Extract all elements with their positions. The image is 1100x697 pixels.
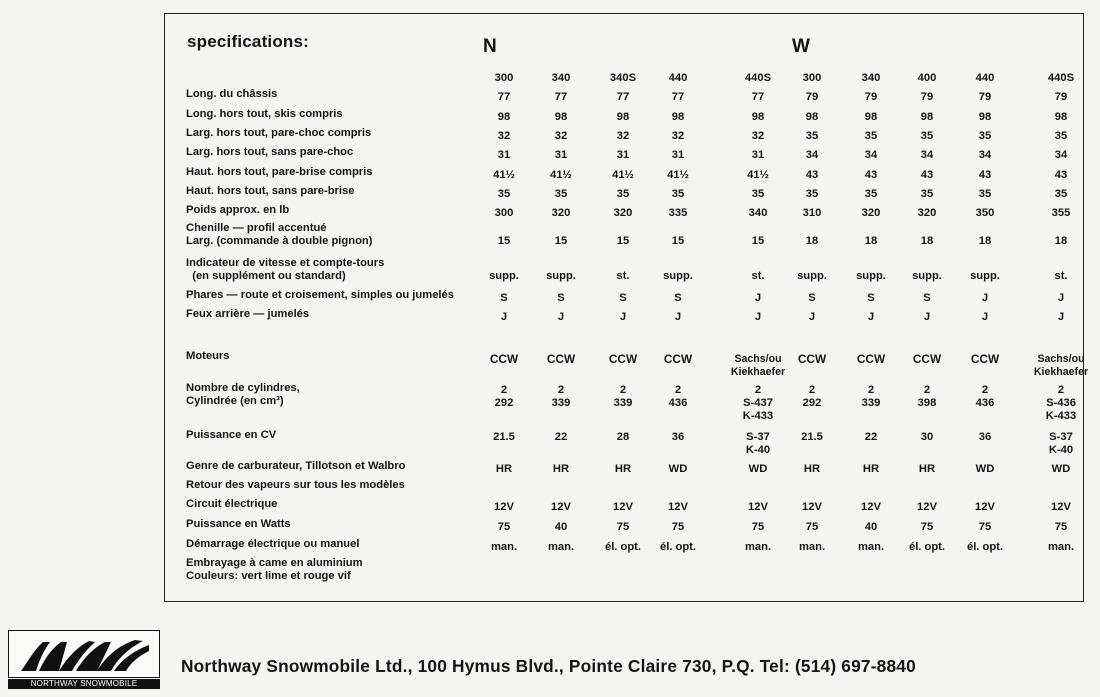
spec-value: 310 [802, 207, 822, 219]
spec-row-label: Long. du châssis [186, 88, 278, 100]
spec-value: 75 [920, 521, 934, 533]
spec-value: 35 [554, 188, 568, 200]
spec-value: 12V [861, 501, 881, 513]
spec-value: 77 [554, 91, 568, 103]
spec-value: 18 [978, 235, 992, 247]
spec-value: J [754, 311, 762, 323]
spec-value: 31 [554, 149, 568, 161]
spec-row-label: Nombre de cylindres, Cylindrée (en cm³) [186, 382, 300, 407]
spec-value: supp. [797, 270, 827, 282]
spec-value: 2 339 [551, 384, 571, 409]
spec-value: 41½ [493, 169, 515, 181]
spec-row-label: Genre de carburateur, Tillotson et Walbro [186, 460, 406, 472]
spec-value: J [867, 311, 875, 323]
spec-value: 355 [1051, 207, 1071, 219]
spec-value: 35 [978, 188, 992, 200]
spec-value: 320 [917, 207, 937, 219]
spec-value: st. [1054, 270, 1068, 282]
spec-value: 12V [748, 501, 768, 513]
spec-value: WD [975, 463, 995, 475]
spec-value: 98 [978, 111, 992, 123]
model-header: 440S [1047, 72, 1075, 84]
spec-value: CCW [912, 352, 942, 366]
spec-row-label: Circuit électrique [186, 498, 278, 510]
spec-value: 12V [551, 501, 571, 513]
group-n-label: N [483, 36, 497, 57]
spec-value: supp. [489, 270, 519, 282]
spec-value: 79 [1054, 91, 1068, 103]
spec-value: S [867, 292, 875, 304]
spec-value: CCW [608, 352, 638, 366]
spec-value: 12V [494, 501, 514, 513]
spec-value: 41½ [667, 169, 689, 181]
spec-value: WD [748, 463, 768, 475]
spec-row-label: Larg. hors tout, sans pare-choc [186, 146, 354, 158]
spec-value: 320 [551, 207, 571, 219]
spec-value: 31 [751, 149, 765, 161]
spec-value: 98 [1054, 111, 1068, 123]
spec-value: 75 [751, 521, 765, 533]
spec-value: 35 [920, 130, 934, 142]
spec-value: 35 [1054, 130, 1068, 142]
spec-value: man. [547, 541, 575, 553]
spec-row-label: Moteurs [186, 350, 230, 362]
spec-value: 43 [920, 169, 934, 181]
spec-value: HR [803, 463, 821, 475]
spec-value: 32 [751, 130, 765, 142]
spec-value: 21.5 [801, 431, 823, 443]
spec-value: S [500, 292, 508, 304]
spec-value: 75 [1054, 521, 1068, 533]
spec-value: 32 [497, 130, 511, 142]
spec-value: 12V [917, 501, 937, 513]
spec-value: 15 [554, 235, 568, 247]
spec-value: 35 [978, 130, 992, 142]
spec-value: él. opt. [604, 541, 642, 553]
spec-value: 2 S-436 K-433 [1045, 384, 1077, 422]
specifications-title: specifications: [187, 32, 310, 51]
spec-value: 35 [1054, 188, 1068, 200]
spec-value: 2 292 [494, 384, 514, 409]
spec-value: 320 [861, 207, 881, 219]
logo-wordmark: NORTHWAY SNOWMOBILE [8, 679, 160, 689]
spec-value: 35 [864, 188, 878, 200]
spec-value: 15 [671, 235, 685, 247]
spec-value: 335 [668, 207, 688, 219]
spec-value: 35 [616, 188, 630, 200]
spec-value: 31 [616, 149, 630, 161]
spec-value: 40 [864, 521, 878, 533]
spec-value: WD [1051, 463, 1071, 475]
spec-value: 35 [671, 188, 685, 200]
spec-value: 43 [978, 169, 992, 181]
spec-value: J [1057, 311, 1065, 323]
spec-value: st. [616, 270, 630, 282]
spec-value: 340 [748, 207, 768, 219]
spec-value: 43 [1054, 169, 1068, 181]
model-header: 440S [744, 72, 772, 84]
spec-value: Sachs/ou Kiekhaefer [730, 353, 786, 378]
spec-value: S [557, 292, 565, 304]
spec-value: 30 [920, 431, 934, 443]
spec-value: CCW [970, 352, 1000, 366]
spec-value: 2 339 [613, 384, 633, 409]
spec-value: 34 [864, 149, 878, 161]
spec-row-label: Chenille — profil accentué Larg. (commande à double pignon) [186, 222, 373, 247]
spec-value: 12V [975, 501, 995, 513]
spec-value: 31 [671, 149, 685, 161]
spec-value: 300 [494, 207, 514, 219]
spec-value: 77 [671, 91, 685, 103]
spec-value: 18 [864, 235, 878, 247]
spec-value: 2 436 [975, 384, 995, 409]
model-header: 300 [802, 72, 822, 84]
spec-value: 15 [751, 235, 765, 247]
spec-value: 12V [1051, 501, 1071, 513]
spec-value: supp. [546, 270, 576, 282]
spec-value: 43 [805, 169, 819, 181]
spec-value: 35 [805, 188, 819, 200]
spec-value: 40 [554, 521, 568, 533]
spec-row-label: Larg. hors tout, pare-choc compris [186, 127, 372, 139]
spec-row-label: Retour des vapeurs sur tous les modèles [186, 479, 405, 491]
spec-value: CCW [797, 352, 827, 366]
spec-value: J [981, 311, 989, 323]
spec-value: 35 [864, 130, 878, 142]
spec-value: CCW [663, 352, 693, 366]
spec-value: HR [918, 463, 936, 475]
spec-value: 320 [613, 207, 633, 219]
spec-value: st. [751, 270, 765, 282]
footer [0, 618, 1100, 697]
spec-value: 34 [1054, 149, 1068, 161]
spec-value: WD [668, 463, 688, 475]
spec-value: S-37 K-40 [1048, 431, 1074, 456]
spec-row-label: Démarrage électrique ou manuel [186, 538, 360, 550]
spec-value: supp. [663, 270, 693, 282]
model-header: 400 [917, 72, 937, 84]
spec-value: J [923, 311, 931, 323]
spec-value: CCW [856, 352, 886, 366]
spec-row-label: Puissance en Watts [186, 518, 291, 530]
spec-value: 32 [554, 130, 568, 142]
spec-value: S [619, 292, 627, 304]
spec-value: 98 [920, 111, 934, 123]
northway-logo [8, 630, 160, 689]
spec-row-label: Embrayage à came en aluminium Couleurs: vert lime et rouge vif [186, 557, 363, 582]
spec-value: él. opt. [659, 541, 697, 553]
model-header: 340 [551, 72, 571, 84]
spec-value: 79 [920, 91, 934, 103]
model-header: 340S [609, 72, 637, 84]
spec-value: S-37 K-40 [745, 431, 771, 456]
spec-value: J [557, 311, 565, 323]
spec-value: 12V [668, 501, 688, 513]
model-header: 440 [975, 72, 995, 84]
spec-value: 2 S-437 K-433 [742, 384, 774, 422]
spec-value: J [674, 311, 682, 323]
spec-value: 41½ [747, 169, 769, 181]
spec-value: J [808, 311, 816, 323]
spec-value: 350 [975, 207, 995, 219]
spec-value: Sachs/ou Kiekhaefer [1033, 353, 1089, 378]
spec-value: 18 [1054, 235, 1068, 247]
spec-value: 98 [671, 111, 685, 123]
spec-value: CCW [546, 352, 576, 366]
model-header: 300 [494, 72, 514, 84]
spec-value: S [808, 292, 816, 304]
spec-value: 34 [978, 149, 992, 161]
model-header: 440 [668, 72, 688, 84]
spec-value: 34 [920, 149, 934, 161]
spec-value: man. [857, 541, 885, 553]
spec-value: 98 [554, 111, 568, 123]
spec-value: man. [1047, 541, 1075, 553]
spec-value: él. opt. [966, 541, 1004, 553]
spec-value: 31 [497, 149, 511, 161]
spec-value: 28 [616, 431, 630, 443]
spec-value: J [754, 292, 762, 304]
spec-value: 98 [864, 111, 878, 123]
spec-value: 34 [805, 149, 819, 161]
spec-value: 75 [978, 521, 992, 533]
spec-value: 98 [805, 111, 819, 123]
spec-value: 41½ [550, 169, 572, 181]
spec-value: HR [614, 463, 632, 475]
spec-value: 2 398 [917, 384, 937, 409]
spec-value: 75 [616, 521, 630, 533]
spec-value: supp. [970, 270, 1000, 282]
spec-row-label: Haut. hors tout, sans pare-brise [186, 185, 355, 197]
spec-value: 98 [616, 111, 630, 123]
spec-row-label: Feux arrière — jumelés [186, 308, 310, 320]
spec-row-label: Indicateur de vitesse et compte-tours (en supplément ou standard) [186, 257, 385, 282]
spec-value: 2 292 [802, 384, 822, 409]
spec-row-label: Haut. hors tout, pare-brise compris [186, 166, 373, 178]
spec-value: 79 [978, 91, 992, 103]
spec-value: 22 [864, 431, 878, 443]
spec-value: 79 [805, 91, 819, 103]
spec-row-label: Phares — route et croisement, simples ou jumelés [186, 289, 454, 301]
spec-value: J [981, 292, 989, 304]
spec-value: man. [744, 541, 772, 553]
spec-row-label: Long. hors tout, skis compris [186, 108, 343, 120]
spec-row-label: Poids approx. en lb [186, 204, 290, 216]
company-address-line: Northway Snowmobile Ltd., 100 Hymus Blvd., Pointe Claire 730, P.Q. Tel: (514) 697-8840 [181, 656, 916, 676]
model-header: 340 [861, 72, 881, 84]
spec-value: man. [490, 541, 518, 553]
spec-value: supp. [912, 270, 942, 282]
spec-value: 36 [978, 431, 992, 443]
spec-value: 77 [497, 91, 511, 103]
spec-value: 98 [497, 111, 511, 123]
spec-value: 2 436 [668, 384, 688, 409]
spec-value: 32 [671, 130, 685, 142]
spec-value: 15 [497, 235, 511, 247]
spec-value: 75 [497, 521, 511, 533]
spec-value: 75 [805, 521, 819, 533]
spec-value: HR [495, 463, 513, 475]
spec-value: 36 [671, 431, 685, 443]
spec-value: 35 [805, 130, 819, 142]
spec-value: CCW [489, 352, 519, 366]
spec-value: 75 [671, 521, 685, 533]
spec-value: HR [552, 463, 570, 475]
spec-value: man. [798, 541, 826, 553]
spec-value: 22 [554, 431, 568, 443]
spec-value: 35 [920, 188, 934, 200]
spec-value: él. opt. [908, 541, 946, 553]
spec-value: 32 [616, 130, 630, 142]
spec-value: S [674, 292, 682, 304]
spec-value: 41½ [612, 169, 634, 181]
spec-value: HR [862, 463, 880, 475]
spec-value: 12V [802, 501, 822, 513]
spec-value: 12V [613, 501, 633, 513]
spec-value: 35 [751, 188, 765, 200]
spec-value: 2 339 [861, 384, 881, 409]
spec-value: 15 [616, 235, 630, 247]
spec-row-label: Puissance en CV [186, 429, 277, 441]
spec-value: J [619, 311, 627, 323]
group-w-label: W [792, 36, 810, 57]
spec-value: 21.5 [493, 431, 515, 443]
spec-value: 98 [751, 111, 765, 123]
spec-value: S [923, 292, 931, 304]
spec-value: 18 [920, 235, 934, 247]
spec-value: J [1057, 292, 1065, 304]
spec-value: 79 [864, 91, 878, 103]
spec-value: 43 [864, 169, 878, 181]
spec-value: 77 [616, 91, 630, 103]
spec-value: supp. [856, 270, 886, 282]
spec-value: 77 [751, 91, 765, 103]
spec-value: J [500, 311, 508, 323]
specifications-box [164, 13, 1089, 602]
spec-value: 18 [805, 235, 819, 247]
spec-value: 35 [497, 188, 511, 200]
logo-mark-icon [8, 630, 160, 678]
